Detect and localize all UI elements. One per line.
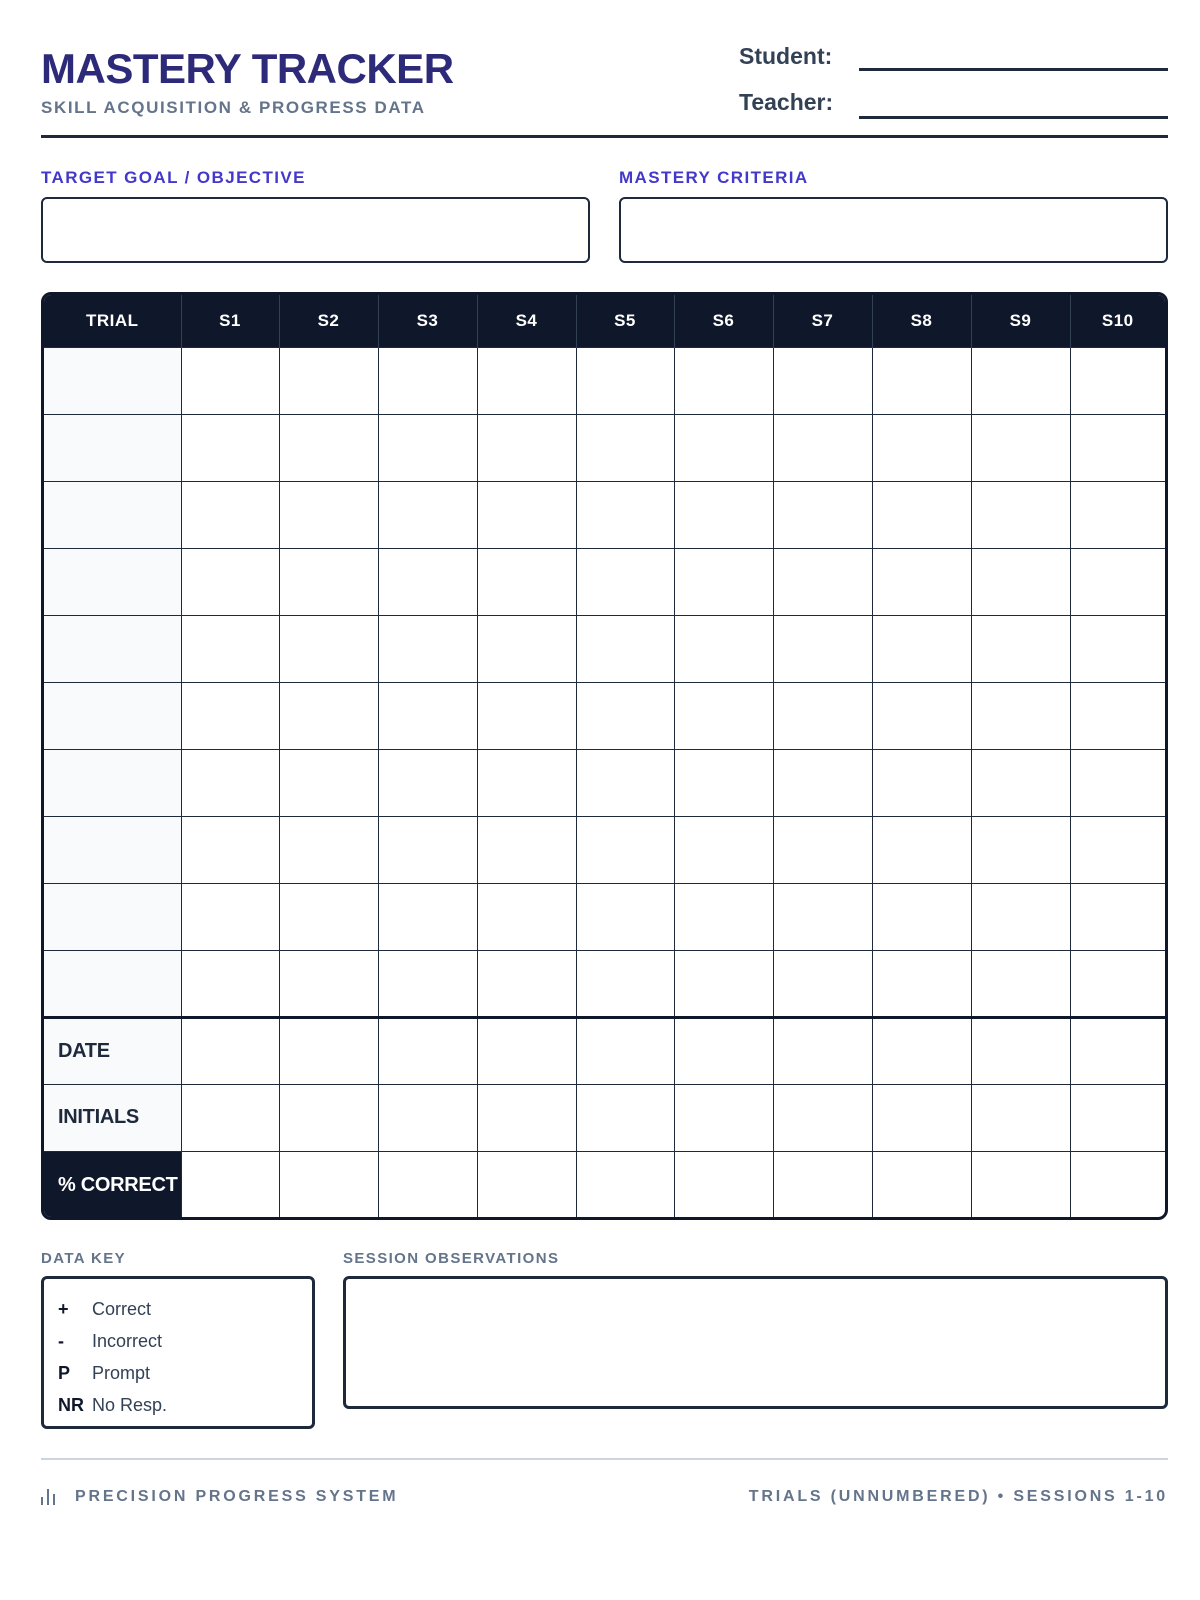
trial-cell[interactable] bbox=[576, 749, 674, 816]
data-key-symbol: + bbox=[58, 1298, 69, 1319]
trial-cell[interactable] bbox=[181, 481, 279, 548]
trial-cell[interactable] bbox=[279, 816, 378, 883]
summary-cell[interactable] bbox=[576, 1017, 674, 1084]
trial-cell[interactable] bbox=[971, 682, 1070, 749]
summary-row-label: DATE bbox=[44, 1017, 181, 1084]
data-key-symbol: - bbox=[58, 1330, 64, 1351]
trial-label-cell[interactable] bbox=[44, 816, 181, 883]
summary-cell[interactable] bbox=[181, 1151, 279, 1218]
trial-cell[interactable] bbox=[971, 816, 1070, 883]
trial-cell[interactable] bbox=[1070, 481, 1165, 548]
trial-cell[interactable] bbox=[872, 347, 971, 414]
trial-cell[interactable] bbox=[279, 481, 378, 548]
session-header: S9 bbox=[971, 295, 1070, 347]
trial-cell[interactable] bbox=[674, 682, 773, 749]
data-key-text: Prompt bbox=[92, 1362, 151, 1383]
trial-row bbox=[44, 682, 1165, 749]
trial-cell[interactable] bbox=[378, 883, 477, 950]
trial-cell[interactable] bbox=[773, 615, 872, 682]
trial-cell[interactable] bbox=[477, 749, 576, 816]
trial-cell[interactable] bbox=[872, 414, 971, 481]
summary-cell[interactable] bbox=[1070, 1151, 1165, 1218]
trial-label-cell[interactable] bbox=[44, 749, 181, 816]
trial-cell[interactable] bbox=[1070, 347, 1165, 414]
footer-system-name: PRECISION PROGRESS SYSTEM bbox=[75, 1488, 399, 1505]
mastery-tracker-page bbox=[41, 0, 1168, 1600]
trial-cell[interactable] bbox=[674, 615, 773, 682]
trial-cell[interactable] bbox=[971, 548, 1070, 615]
trial-cell[interactable] bbox=[674, 414, 773, 481]
trial-cell[interactable] bbox=[181, 347, 279, 414]
trial-cell[interactable] bbox=[773, 682, 872, 749]
summary-cell[interactable] bbox=[279, 1017, 378, 1084]
trial-cell[interactable] bbox=[378, 347, 477, 414]
trial-cell[interactable] bbox=[1070, 816, 1165, 883]
trial-cell[interactable] bbox=[872, 682, 971, 749]
summary-cell[interactable] bbox=[971, 1084, 1070, 1151]
trial-row bbox=[44, 883, 1165, 950]
trial-cell[interactable] bbox=[773, 950, 872, 1017]
trial-cell[interactable] bbox=[279, 749, 378, 816]
trial-cell[interactable] bbox=[674, 347, 773, 414]
trial-header: TRIAL bbox=[44, 295, 181, 347]
trial-cell[interactable] bbox=[773, 816, 872, 883]
trial-cell[interactable] bbox=[378, 414, 477, 481]
trial-cell[interactable] bbox=[477, 414, 576, 481]
trial-cell[interactable] bbox=[181, 883, 279, 950]
trial-cell[interactable] bbox=[477, 347, 576, 414]
footer-right: TRIALS (UNNUMBERED) • SESSIONS 1-10 bbox=[748, 1488, 1168, 1505]
trial-cell[interactable] bbox=[477, 950, 576, 1017]
session-header: S7 bbox=[773, 295, 872, 347]
trial-label-cell[interactable] bbox=[44, 883, 181, 950]
trial-label-cell[interactable] bbox=[44, 414, 181, 481]
session-header: S8 bbox=[872, 295, 971, 347]
trial-cell[interactable] bbox=[872, 883, 971, 950]
data-key-item bbox=[58, 1293, 298, 1325]
trial-cell[interactable] bbox=[477, 883, 576, 950]
session-header: S3 bbox=[378, 295, 477, 347]
data-key-label: DATA KEY bbox=[41, 1250, 127, 1267]
trial-cell[interactable] bbox=[279, 414, 378, 481]
session-header: S4 bbox=[477, 295, 576, 347]
session-observations-box[interactable] bbox=[343, 1276, 1168, 1409]
trial-cell[interactable] bbox=[674, 883, 773, 950]
data-key-item bbox=[58, 1389, 298, 1421]
trial-cell[interactable] bbox=[576, 615, 674, 682]
summary-row-label: INITIALS bbox=[44, 1084, 181, 1151]
trial-cell[interactable] bbox=[971, 883, 1070, 950]
trial-cell[interactable] bbox=[1070, 749, 1165, 816]
table-body bbox=[44, 347, 1165, 1218]
trial-cell[interactable] bbox=[181, 749, 279, 816]
trial-cell[interactable] bbox=[279, 883, 378, 950]
trial-cell[interactable] bbox=[773, 481, 872, 548]
trial-cell[interactable] bbox=[971, 950, 1070, 1017]
data-key-text: Correct bbox=[92, 1298, 152, 1319]
trial-row bbox=[44, 548, 1165, 615]
summary-cell[interactable] bbox=[773, 1151, 872, 1218]
trial-cell[interactable] bbox=[279, 682, 378, 749]
summary-cell[interactable] bbox=[674, 1017, 773, 1084]
summary-cell[interactable] bbox=[1070, 1084, 1165, 1151]
trial-cell[interactable] bbox=[971, 414, 1070, 481]
trial-label-cell[interactable] bbox=[44, 950, 181, 1017]
trial-cell[interactable] bbox=[576, 682, 674, 749]
table-header-row bbox=[44, 295, 1165, 347]
trial-cell[interactable] bbox=[477, 481, 576, 548]
trial-cell[interactable] bbox=[872, 615, 971, 682]
trial-label-cell[interactable] bbox=[44, 548, 181, 615]
header bbox=[41, 0, 1168, 138]
summary-cell[interactable] bbox=[477, 1017, 576, 1084]
trial-cell[interactable] bbox=[971, 749, 1070, 816]
trial-cell[interactable] bbox=[181, 615, 279, 682]
trial-cell[interactable] bbox=[872, 481, 971, 548]
trial-cell[interactable] bbox=[674, 481, 773, 548]
footer-divider bbox=[41, 1458, 1168, 1460]
trial-table bbox=[44, 295, 1165, 1218]
trial-cell[interactable] bbox=[576, 414, 674, 481]
trial-cell[interactable] bbox=[773, 414, 872, 481]
target-goal-box[interactable] bbox=[41, 197, 590, 263]
trial-row bbox=[44, 950, 1165, 1017]
trial-cell[interactable] bbox=[378, 749, 477, 816]
summary-cell[interactable] bbox=[773, 1084, 872, 1151]
trial-row bbox=[44, 749, 1165, 816]
session-header: S1 bbox=[181, 295, 279, 347]
summary-cell[interactable] bbox=[378, 1017, 477, 1084]
summary-row bbox=[44, 1151, 1165, 1218]
trial-cell[interactable] bbox=[378, 548, 477, 615]
trial-cell[interactable] bbox=[378, 950, 477, 1017]
summary-cell[interactable] bbox=[1070, 1017, 1165, 1084]
trial-cell[interactable] bbox=[477, 682, 576, 749]
summary-cell[interactable] bbox=[279, 1084, 378, 1151]
summary-cell[interactable] bbox=[872, 1084, 971, 1151]
summary-cell[interactable] bbox=[378, 1084, 477, 1151]
trial-cell[interactable] bbox=[773, 749, 872, 816]
trial-cell[interactable] bbox=[773, 347, 872, 414]
trial-cell[interactable] bbox=[378, 816, 477, 883]
trial-cell[interactable] bbox=[872, 950, 971, 1017]
session-header: S10 bbox=[1070, 295, 1165, 347]
trial-cell[interactable] bbox=[279, 950, 378, 1017]
session-header: S6 bbox=[674, 295, 773, 347]
mastery-criteria-box[interactable] bbox=[619, 197, 1168, 263]
summary-cell[interactable] bbox=[181, 1017, 279, 1084]
summary-row-label: % CORRECT bbox=[44, 1151, 181, 1218]
summary-cell[interactable] bbox=[674, 1084, 773, 1151]
summary-cell[interactable] bbox=[576, 1151, 674, 1218]
trial-row bbox=[44, 481, 1165, 548]
trial-cell[interactable] bbox=[1070, 615, 1165, 682]
trial-row bbox=[44, 414, 1165, 481]
mastery-criteria-label: MASTERY CRITERIA bbox=[619, 168, 809, 187]
student-line[interactable] bbox=[859, 68, 1168, 71]
trial-cell[interactable] bbox=[872, 548, 971, 615]
trial-row bbox=[44, 347, 1165, 414]
trial-cell[interactable] bbox=[181, 816, 279, 883]
data-key-item bbox=[58, 1325, 298, 1357]
summary-cell[interactable] bbox=[872, 1017, 971, 1084]
data-key-text: Incorrect bbox=[92, 1330, 163, 1351]
data-key-text: No Resp. bbox=[92, 1394, 168, 1415]
summary-cell[interactable] bbox=[378, 1151, 477, 1218]
summary-cell[interactable] bbox=[477, 1151, 576, 1218]
summary-row bbox=[44, 1084, 1165, 1151]
summary-cell[interactable] bbox=[576, 1084, 674, 1151]
trial-cell[interactable] bbox=[279, 615, 378, 682]
summary-cell[interactable] bbox=[971, 1017, 1070, 1084]
data-key-item bbox=[58, 1357, 298, 1389]
student-label: Student: bbox=[739, 43, 833, 69]
trial-label-cell[interactable] bbox=[44, 481, 181, 548]
trial-cell[interactable] bbox=[1070, 548, 1165, 615]
trial-cell[interactable] bbox=[576, 883, 674, 950]
trial-cell[interactable] bbox=[674, 950, 773, 1017]
trial-cell[interactable] bbox=[477, 615, 576, 682]
summary-cell[interactable] bbox=[477, 1084, 576, 1151]
summary-cell[interactable] bbox=[773, 1017, 872, 1084]
trial-cell[interactable] bbox=[971, 481, 1070, 548]
trial-cell[interactable] bbox=[674, 816, 773, 883]
trial-cell[interactable] bbox=[279, 548, 378, 615]
summary-cell[interactable] bbox=[872, 1151, 971, 1218]
trial-cell[interactable] bbox=[1070, 414, 1165, 481]
session-observations-label: SESSION OBSERVATIONS bbox=[343, 1250, 560, 1267]
trial-label-cell[interactable] bbox=[44, 615, 181, 682]
page-title: MASTERY TRACKER bbox=[41, 45, 454, 92]
trial-row bbox=[44, 615, 1165, 682]
data-key-symbol: NR bbox=[58, 1394, 84, 1415]
trial-cell[interactable] bbox=[576, 816, 674, 883]
trial-cell[interactable] bbox=[477, 816, 576, 883]
session-header: S2 bbox=[279, 295, 378, 347]
page-subtitle: SKILL ACQUISITION & PROGRESS DATA bbox=[41, 98, 426, 117]
trial-cell[interactable] bbox=[773, 548, 872, 615]
trial-cell[interactable] bbox=[773, 883, 872, 950]
trial-cell[interactable] bbox=[181, 414, 279, 481]
trial-label-cell[interactable] bbox=[44, 347, 181, 414]
trial-cell[interactable] bbox=[181, 548, 279, 615]
trial-label-cell[interactable] bbox=[44, 682, 181, 749]
trial-cell[interactable] bbox=[576, 347, 674, 414]
trial-cell[interactable] bbox=[872, 749, 971, 816]
trial-cell[interactable] bbox=[576, 481, 674, 548]
trial-cell[interactable] bbox=[181, 950, 279, 1017]
teacher-label: Teacher: bbox=[739, 89, 834, 115]
trial-grid bbox=[41, 292, 1168, 1220]
trial-cell[interactable] bbox=[674, 749, 773, 816]
trial-cell[interactable] bbox=[674, 548, 773, 615]
summary-cell[interactable] bbox=[971, 1151, 1070, 1218]
session-header: S5 bbox=[576, 295, 674, 347]
summary-row bbox=[44, 1017, 1165, 1084]
summary-cell[interactable] bbox=[674, 1151, 773, 1218]
data-key-symbol: P bbox=[58, 1362, 71, 1383]
trial-cell[interactable] bbox=[279, 347, 378, 414]
trial-cell[interactable] bbox=[1070, 682, 1165, 749]
trial-cell[interactable] bbox=[181, 682, 279, 749]
trial-cell[interactable] bbox=[576, 950, 674, 1017]
trial-cell[interactable] bbox=[378, 615, 477, 682]
trial-cell[interactable] bbox=[971, 615, 1070, 682]
trial-row bbox=[44, 816, 1165, 883]
data-key-box bbox=[41, 1276, 315, 1429]
bar-chart-icon bbox=[41, 1489, 59, 1505]
trial-cell[interactable] bbox=[971, 347, 1070, 414]
trial-cell[interactable] bbox=[576, 548, 674, 615]
trial-cell[interactable] bbox=[1070, 883, 1165, 950]
trial-cell[interactable] bbox=[872, 816, 971, 883]
summary-cell[interactable] bbox=[279, 1151, 378, 1218]
trial-cell[interactable] bbox=[378, 481, 477, 548]
target-goal-label: TARGET GOAL / OBJECTIVE bbox=[41, 168, 306, 187]
trial-cell[interactable] bbox=[1070, 950, 1165, 1017]
teacher-line[interactable] bbox=[859, 116, 1168, 119]
summary-cell[interactable] bbox=[181, 1084, 279, 1151]
trial-cell[interactable] bbox=[477, 548, 576, 615]
trial-cell[interactable] bbox=[378, 682, 477, 749]
footer-left bbox=[41, 1488, 398, 1506]
